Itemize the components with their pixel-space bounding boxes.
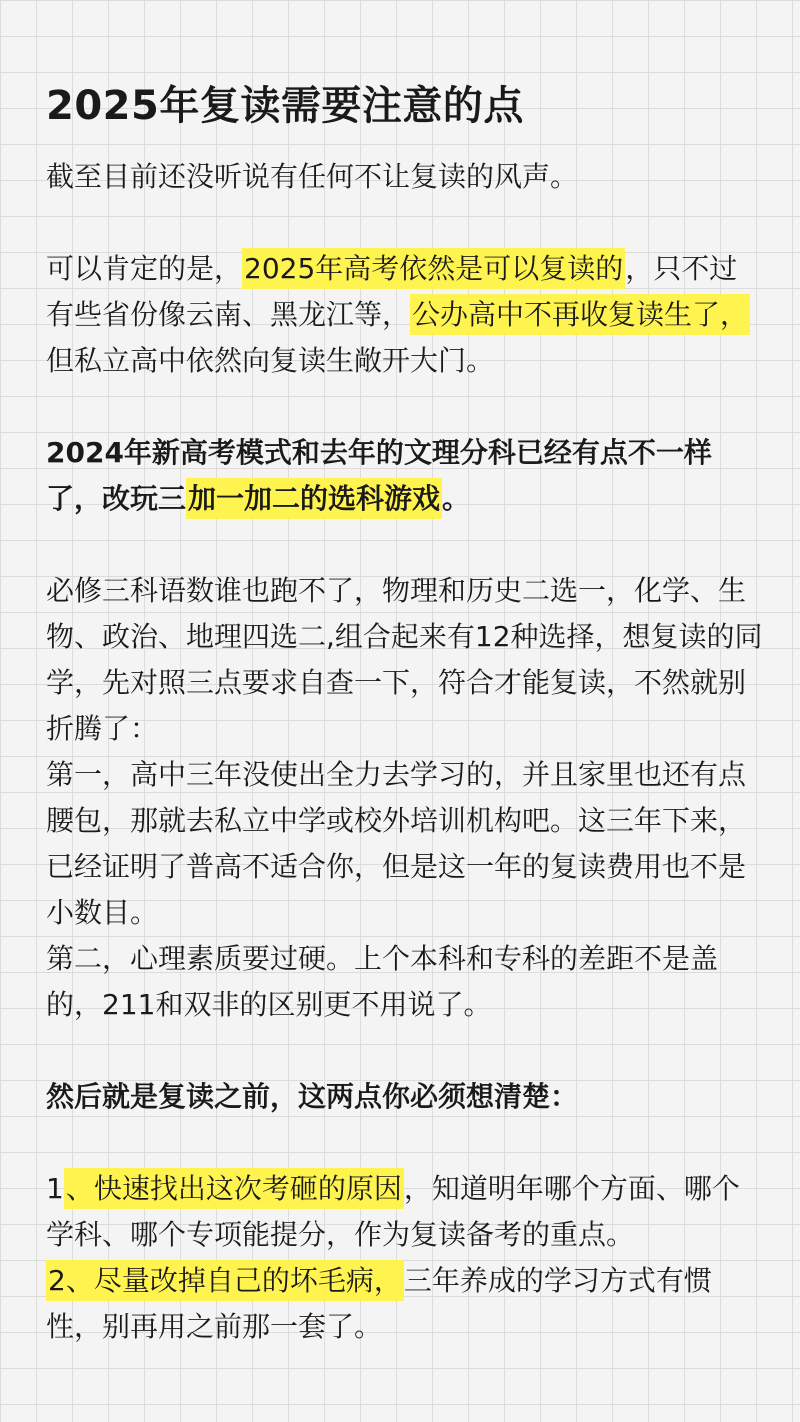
spacer xyxy=(46,522,764,568)
paragraph-new-gaokao xyxy=(46,430,764,522)
paragraph-intro: 截至目前还没听说有任何不让复读的风声。 xyxy=(46,160,579,193)
text-segment: ，知道明年哪个方面、哪个学科、哪个专项能提分，作为复读备考的重点。 xyxy=(46,1172,740,1251)
text-segment: 。 xyxy=(442,482,471,515)
text-segment: 但私立高中依然向复读生敞开大门。 xyxy=(46,344,495,377)
text-segment: 三年养成的学习方式有惯性，别再用之前那一套了。 xyxy=(46,1264,712,1343)
spacer xyxy=(46,384,764,430)
paragraph-before-repeat: 然后就是复读之前，这两点你必须想清楚： xyxy=(46,1080,579,1113)
page-title: 2025年复读需要注意的点 xyxy=(46,83,524,129)
paragraph-point-one: 第一，高中三年没使出全力去学习的，并且家里也还有点腰包，那就去私立中学或校外培训机构吧。这三年下来，已经证明了普高不适合你，但是这一年的复读费用也不是小数目。 xyxy=(46,758,747,929)
spacer xyxy=(46,1028,764,1074)
paragraph-point-two: 第二，心理素质要过硬。上个本科和专科的差距不是盖的，211和双非的区别更不用说了。 xyxy=(46,942,719,1021)
highlight-segment: 、快速找出这次考砸的原因 xyxy=(64,1168,404,1209)
text-segment: 2024年新高考模式和去年的文理分科已经有点不一样了，改玩三 xyxy=(46,436,712,515)
paragraph-item-two xyxy=(46,1258,764,1350)
highlight-segment: 加一加二的选科游戏 xyxy=(186,478,442,519)
text-segment: 可以肯定的是， xyxy=(46,252,243,285)
spacer xyxy=(46,1120,764,1166)
spacer xyxy=(46,200,764,246)
highlight-segment: 公办高中不再收复读生了， xyxy=(410,294,750,335)
paragraph-item-one xyxy=(46,1166,764,1258)
paragraph-can-repeat xyxy=(46,246,764,384)
text-segment: ，只不过有些省份像云南、黑龙江等， xyxy=(46,252,738,331)
paragraph-subjects: 必修三科语数谁也跑不了，物理和历史二选一，化学、生物、政治、地理四选二,组合起来有12种选择，想复读的同学，先对照三点要求自查一下，符合才能复读，不然就别折腾了： xyxy=(46,574,763,745)
highlight-segment: 2、尽量改掉自己的坏毛病， xyxy=(46,1260,404,1301)
item-number: 1 xyxy=(46,1172,64,1205)
highlight-segment: 2025年高考依然是可以复读的 xyxy=(242,248,625,289)
